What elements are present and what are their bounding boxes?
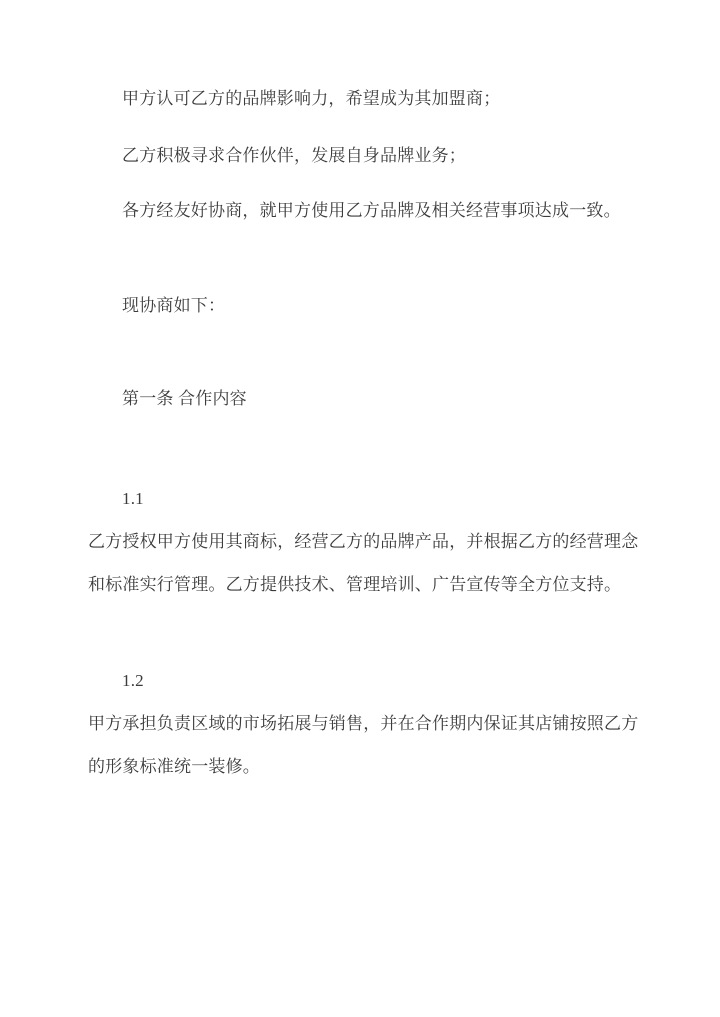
text-line: 乙方授权甲方使用其商标，经营乙方的品牌产品，并根据乙方的经营理念 xyxy=(88,532,639,551)
lead-in-line xyxy=(88,284,632,327)
intro-clause-2 xyxy=(88,134,632,177)
text-line: 各方经友好协商，就甲方使用乙方品牌及相关经营事项达成一致。 xyxy=(122,201,621,220)
intro-clause-3 xyxy=(88,189,632,232)
intro-clause-1 xyxy=(88,77,632,120)
text-line: 现协商如下： xyxy=(122,296,226,315)
clause-number-1-1 xyxy=(88,477,632,520)
document-content xyxy=(88,0,639,788)
text-line: 和标准实行管理。乙方提供技术、管理培训、广告宣传等全方位支持。 xyxy=(88,575,622,594)
clause-number-1-2 xyxy=(88,659,632,702)
text-line: 1.2 xyxy=(122,671,144,690)
text-line: 乙方积极寻求合作伙伴，发展自身品牌业务； xyxy=(122,146,466,165)
article-1-heading xyxy=(88,377,632,420)
text-line: 第一条 合作内容 xyxy=(122,389,247,408)
text-line: 1.1 xyxy=(122,489,144,508)
text-line: 的形象标准统一装修。 xyxy=(88,757,260,776)
clause-body-1-1 xyxy=(88,520,639,606)
clause-body-1-2 xyxy=(88,702,639,788)
text-line: 甲方承担负责区域的市场拓展与销售，并在合作期内保证其店铺按照乙方 xyxy=(88,714,639,733)
text-line: 甲方认可乙方的品牌影响力，希望成为其加盟商； xyxy=(122,89,501,108)
